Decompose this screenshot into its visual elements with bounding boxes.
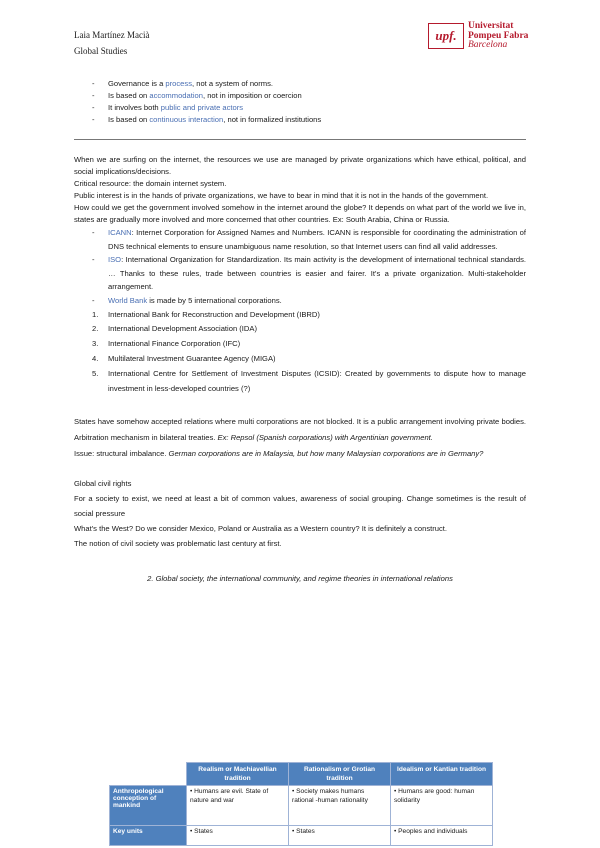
list-item: 3. International Finance Corporation (IFC) [92,339,241,349]
row-label: Key units [110,826,187,846]
table-cell: • States [289,826,391,846]
list-item: - Governance is a process, not a system of norms. [92,78,526,90]
table-cell: • States [187,826,289,846]
table-cell: • Peoples and individuals [391,826,493,846]
table-header: Rationalism or Grotian tradition [289,763,391,786]
table-row [110,786,493,826]
header-course: Global Studies [74,46,128,56]
issue-paragraph: Issue: structural imbalance. German corporations are in Malaysia, but how many Malaysian corporations are in Germany? [74,449,484,459]
upf-logo-text [468,22,528,51]
table-header: Realism or Machiavellian tradition [187,763,289,786]
paragraph: Public interest is in the hands of private organizations, we have to bear in mind that it is not in the hands of the government. [74,191,489,200]
paragraph: When we are surfing on the internet, the resources we use are managed by private organizations which have ethical, political, and social implications/decisions. [74,155,526,176]
list-item: - World Bank is made by 5 international corporations. [92,294,526,308]
list-item: - ISO: International Organization for Standardization. Its main activity is the development of international technical standards. … Thanks to these rules, trade between countries is easier and fairer. It's a private organization. Multi-stakeholder arrangement. [92,253,526,294]
horizontal-divider [74,139,526,140]
paragraph: How could we get the government involved somehow in the internet around the globe? It depends on what part of the world we live in, states are gradually more involved and more concerned that other countries. Ex: South Arabia, China or Russia. [74,203,526,224]
logo-line-3: Barcelona [468,40,508,50]
table-cell: • Humans are evil. State of nature and war [187,786,289,826]
header-author: Laia Martínez Macià [74,30,150,40]
list-item: 2. International Development Association (IDA) [92,324,257,334]
list-item: 5. International Centre for Settlement of Investment Disputes (ICSID): Created by governments to dispute how to manage investment in less-developed countries (?) [92,368,526,393]
paragraph: Critical resource: the domain internet system. [74,179,227,188]
list-item: - Is based on continuous interaction, not in formalized institutions [92,114,526,126]
list-item: 1. International Bank for Reconstruction and Development (IBRD) [92,309,320,319]
logo-line-1: Universitat [468,21,514,31]
paragraph: What's the West? Do we consider Mexico, Poland or Australia as a Western country? It is definitely a construct. [74,524,448,534]
traditions-table [109,762,493,846]
table-header: Idealism or Kantian tradition [391,763,493,786]
paragraph: For a society to exist, we need at least a bit of common values, awareness of social grouping. Change sometimes is the result of social pressure [74,494,526,519]
paragraph: The notion of civil society was problematic last century at first. [74,539,282,549]
list-item: - It involves both public and private actors [92,102,526,114]
upf-logo-mark: upf. [428,23,464,49]
list-item: - ICANN: Internet Corporation for Assigned Names and Numbers. ICANN is responsible for coordinating the administration of DNS technical elements to ensure unambiguous name resolution, so that Internet users can find all valid addresses. [92,226,526,253]
states-paragraph: States have somehow accepted relations where multi corporations are not blocked. It is a public arrangement involving private bodies. Arbitration mechanism in bilateral treaties. Ex: Repsol (Spanish corporations) with Argentinian government. [74,417,526,443]
table-corner [110,763,187,786]
table-cell: • Society makes humans rational -human rationality [289,786,391,826]
organization-list [74,226,526,308]
table-cell: • Humans are good: human solidarity [391,786,493,826]
section-caption: 2. Global society, the international community, and regime theories in international relations [147,574,453,584]
table-header-row [110,763,493,786]
table-row [110,826,493,846]
row-label: Anthropological conception of mankind [110,786,187,826]
list-item: 4. Multilateral Investment Guarantee Agency (MIGA) [92,353,276,363]
governance-list [74,78,526,126]
document-body [74,78,526,595]
world-bank-list [74,308,526,397]
upf-logo [428,22,528,51]
civil-rights-heading: Global civil rights [74,479,132,489]
logo-line-2: Pompeu Fabra [468,30,529,41]
list-item: - Is based on accommodation, not in imposition or coercion [92,90,526,102]
